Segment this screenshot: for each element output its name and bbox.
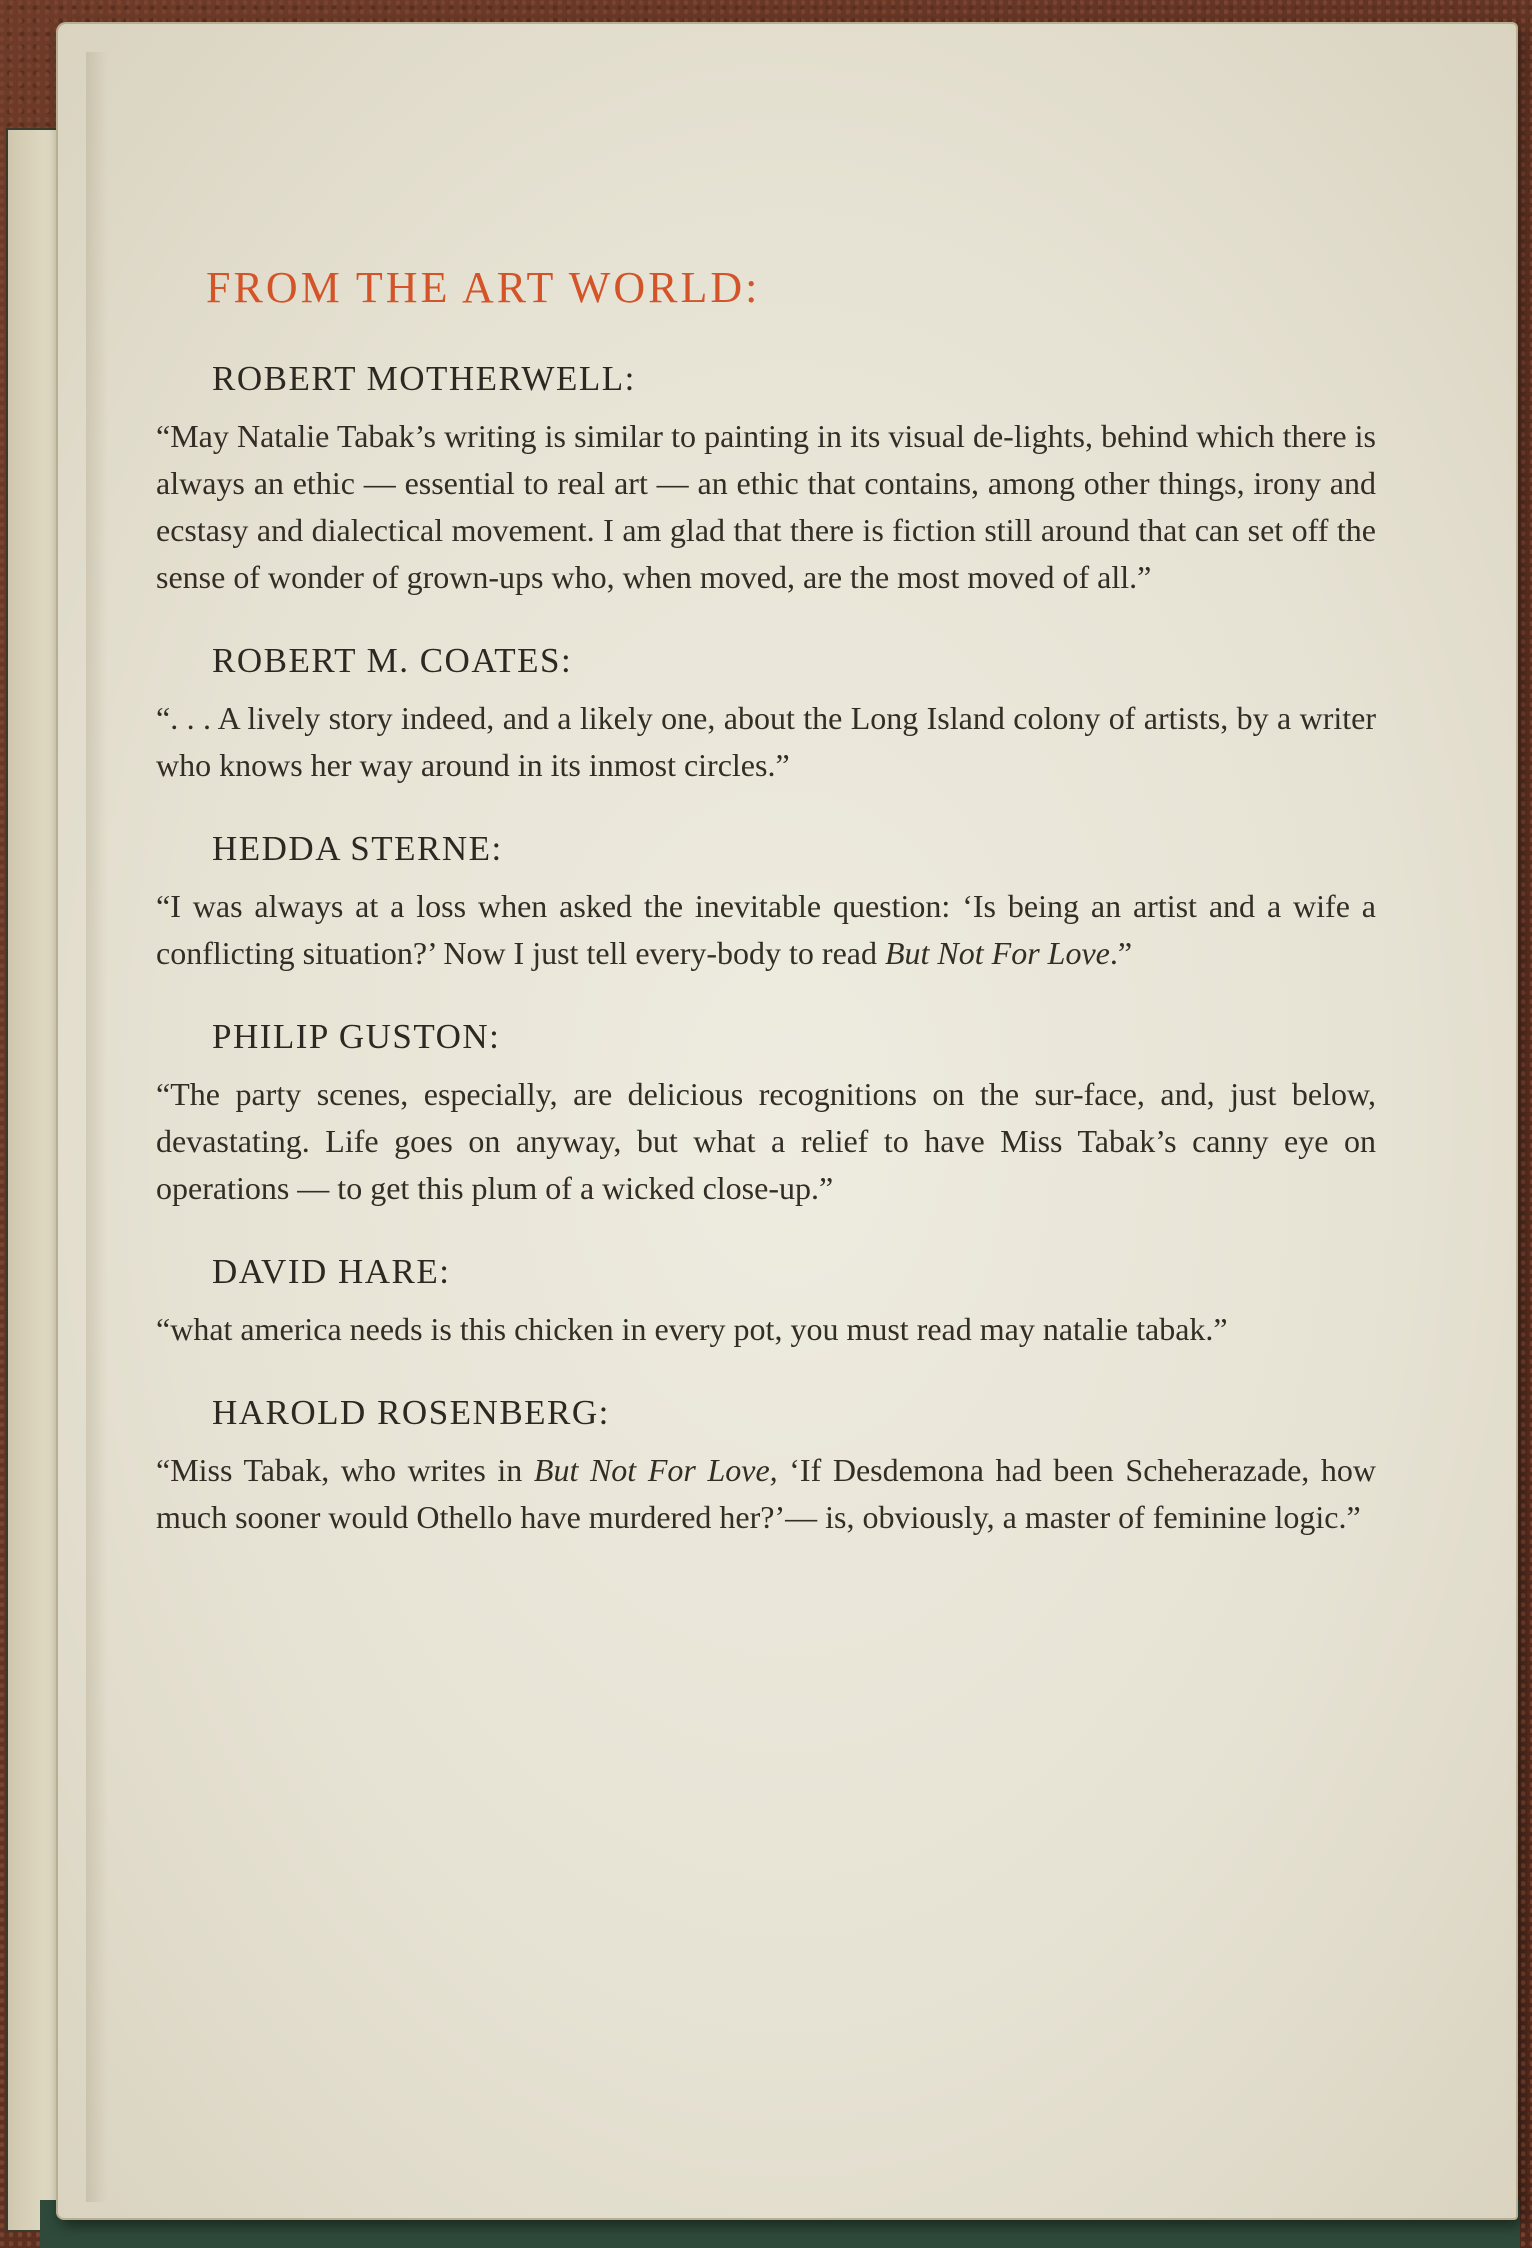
blurb-author: HAROLD ROSENBERG: xyxy=(212,1393,610,1432)
blurb-quote xyxy=(156,883,1376,977)
blurb-quote: “. . . A lively story indeed, and a likely one, about the Long Island colony of artists, by a writer who knows her way around in its inmost circles.” xyxy=(156,700,1376,783)
blurb-section xyxy=(156,262,1376,1581)
blurb-entry xyxy=(156,829,1376,977)
jacket-fold-shadow xyxy=(86,52,108,2202)
blurb-quote: “The party scenes, especially, are delicious recognitions on the sur-face, and, just below, devastating. Life goes on anyway, but what a relief to have Miss Tabak’s canny eye on operations — to get this plum of a wicked close-up.” xyxy=(156,1076,1376,1206)
blurb-author: ROBERT MOTHERWELL: xyxy=(212,359,636,398)
blurb-entry xyxy=(156,1393,1376,1541)
quote-text: “I was always at a loss when asked the inevitable question: ‘Is being an artist and a wife a conflicting situation?’ Now I just tell every-body to read xyxy=(156,888,1376,971)
quote-text: .” xyxy=(1109,935,1133,971)
book-title: But Not For Love, xyxy=(533,1452,778,1488)
quote-text: “Miss Tabak, who writes in xyxy=(156,1452,534,1488)
blurb-author: HEDDA STERNE: xyxy=(212,829,503,868)
dust-jacket-back xyxy=(56,22,1518,2220)
quote-text: ‘If Desdemona had been Scheherazade, how much sooner would Othello have murdered her?’— is, obviously, a master of feminine logic.” xyxy=(156,1452,1377,1535)
blurb-quote: “May Natalie Tabak’s writing is similar to painting in its visual de-lights, behind which there is always an ethic — essential to real art — an ethic that contains, among other things, irony and ecstasy and dialectical movement. I am glad that there is fiction still around that can set off the sense of wonder of grown-ups who, when moved, are the most moved of all.” xyxy=(156,418,1376,595)
blurb-quote: “what america needs is this chicken in every pot, you must read may natalie tabak.” xyxy=(156,1311,1228,1347)
blurb-quote xyxy=(156,1447,1376,1541)
blurb-entry xyxy=(156,359,1376,601)
blurb-entry xyxy=(156,641,1376,789)
section-heading: FROM THE ART WORLD: xyxy=(206,263,761,312)
blurb-author: ROBERT M. COATES: xyxy=(212,641,573,680)
blurb-author: DAVID HARE: xyxy=(212,1252,451,1291)
blurb-entry xyxy=(156,1017,1376,1212)
book-title: But Not For Love xyxy=(884,935,1110,971)
blurb-entry xyxy=(156,1252,1376,1353)
blurb-author: PHILIP GUSTON: xyxy=(212,1017,501,1056)
